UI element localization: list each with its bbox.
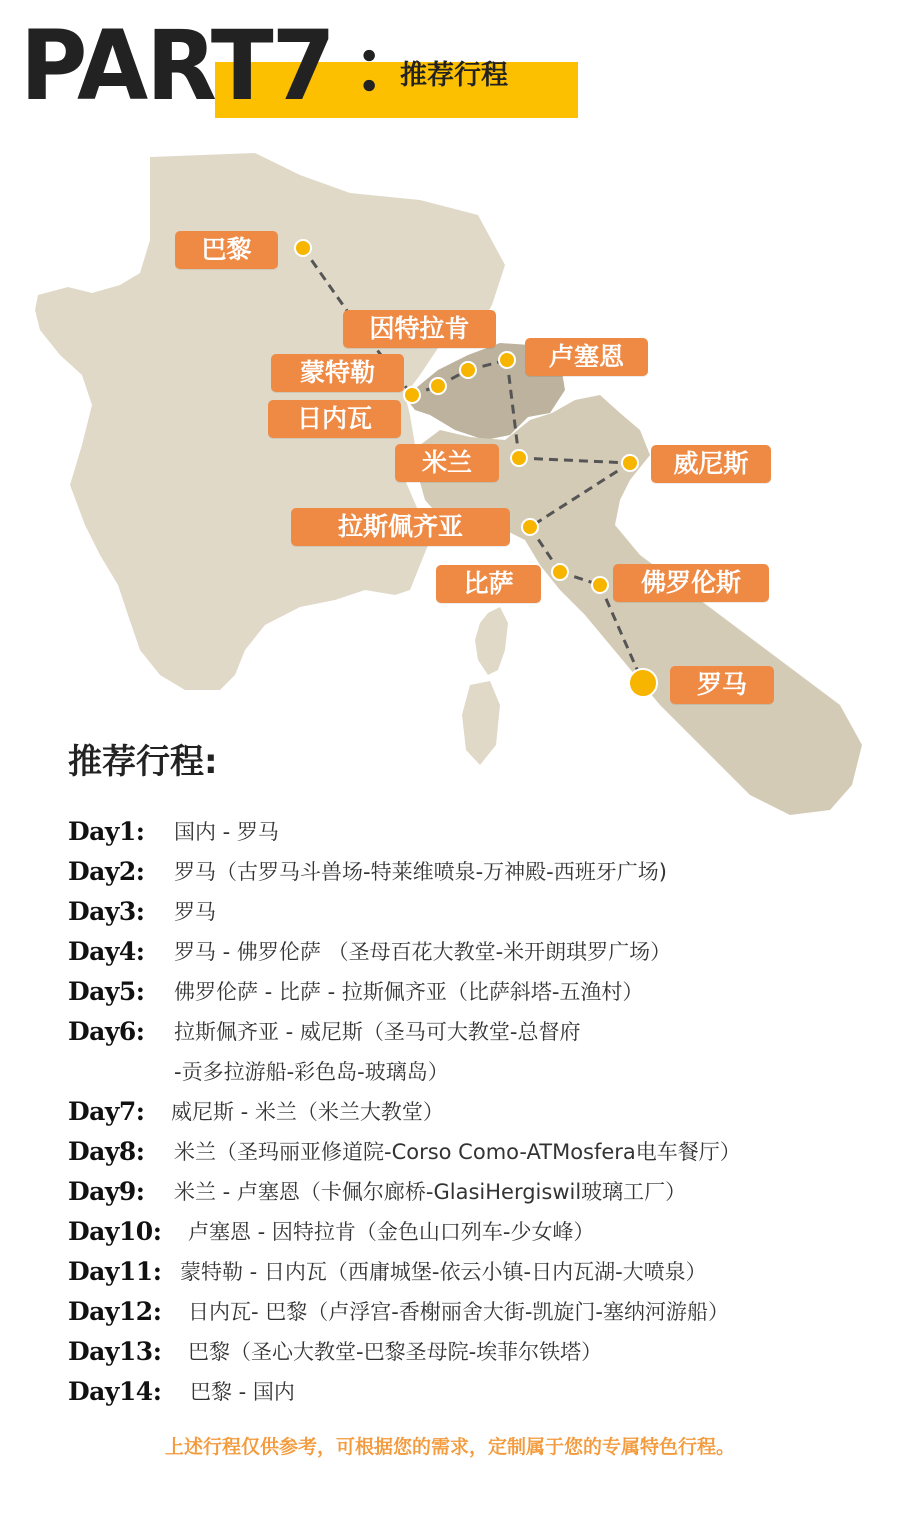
day-text: 罗马 — [174, 900, 216, 924]
day-label: Day9: — [68, 1177, 145, 1206]
dot-interlaken — [460, 362, 476, 378]
city-label-laspezia: 拉斯佩齐亚 — [291, 508, 510, 546]
day-label: Day8: — [68, 1137, 145, 1166]
city-label-rome: 罗马 — [670, 666, 774, 704]
itinerary-list — [68, 812, 888, 1412]
dot-lucerne — [499, 352, 515, 368]
day-text: 威尼斯 - 米兰（米兰大教堂） — [171, 1100, 444, 1124]
header-subtitle: 推荐行程 — [400, 60, 508, 91]
city-label-florence: 佛罗伦斯 — [613, 564, 769, 602]
itinerary-day — [68, 1372, 888, 1412]
day-label: Day14: — [68, 1377, 162, 1406]
day-label: Day4: — [68, 937, 145, 966]
city-label-interlaken: 因特拉肯 — [343, 310, 496, 348]
day-label: Day10: — [68, 1217, 162, 1246]
dot-florence — [592, 577, 608, 593]
header-colon: ： — [352, 24, 426, 110]
itinerary-day — [68, 1172, 888, 1212]
day-label: Day6: — [68, 1017, 145, 1046]
day-text: 国内 - 罗马 — [174, 820, 279, 844]
day-label: Day2: — [68, 857, 145, 886]
route-map — [0, 145, 900, 820]
city-label-lucerne: 卢塞恩 — [525, 338, 648, 376]
itinerary-day — [68, 1012, 888, 1092]
part-label: PART7 — [20, 9, 334, 122]
city-label-geneva: 日内瓦 — [268, 400, 401, 438]
city-label-pisa: 比萨 — [436, 565, 541, 603]
itinerary-day — [68, 1132, 888, 1172]
day-text-continued: -贡多拉游船-彩色岛-玻璃岛） — [174, 1060, 449, 1084]
itinerary-day — [68, 1292, 888, 1332]
day-label: Day1: — [68, 817, 145, 846]
page-header — [0, 0, 900, 140]
day-label: Day7: — [68, 1097, 145, 1126]
itinerary-day — [68, 892, 888, 932]
day-label: Day13: — [68, 1337, 162, 1366]
itinerary-day — [68, 1332, 888, 1372]
day-label: Day12: — [68, 1297, 162, 1326]
city-label-milan: 米兰 — [395, 444, 499, 482]
day-text: 日内瓦- 巴黎（卢浮宫-香榭丽舍大街-凯旋门-塞纳河游船） — [188, 1300, 729, 1324]
dot-paris — [295, 240, 311, 256]
itinerary-day — [68, 1092, 888, 1132]
day-label: Day5: — [68, 977, 145, 1006]
city-label-venice: 威尼斯 — [651, 445, 771, 483]
day-text: 巴黎（圣心大教堂-巴黎圣母院-埃菲尔铁塔） — [188, 1340, 603, 1364]
footer-note: 上述行程仅供参考，可根据您的需求，定制属于您的专属特色行程。 — [164, 1436, 735, 1458]
day-label: Day3: — [68, 897, 145, 926]
city-label-paris: 巴黎 — [175, 231, 278, 269]
itinerary-day — [68, 1252, 888, 1292]
itinerary-title: 推荐行程: — [68, 742, 218, 782]
day-text: 佛罗伦萨 - 比萨 - 拉斯佩齐亚（比萨斜塔-五渔村） — [174, 980, 644, 1004]
day-label: Day11: — [68, 1257, 162, 1286]
sardinia-island — [462, 681, 500, 765]
dot-geneva — [404, 387, 420, 403]
day-text: 米兰 - 卢塞恩（卡佩尔廊桥-GlasiHergiswil玻璃工厂） — [174, 1180, 687, 1204]
city-label-montreux: 蒙特勒 — [271, 354, 404, 392]
day-text: 拉斯佩齐亚 - 威尼斯（圣马可大教堂-总督府 — [174, 1020, 581, 1044]
day-text: 罗马（古罗马斗兽场-特莱维喷泉-万神殿-西班牙广场) — [174, 860, 667, 884]
dot-milan — [511, 450, 527, 466]
dot-laspezia — [522, 519, 538, 535]
day-text: 蒙特勒 - 日内瓦（西庸城堡-依云小镇-日内瓦湖-大喷泉） — [180, 1260, 707, 1284]
dot-venice — [622, 455, 638, 471]
itinerary-day — [68, 972, 888, 1012]
dot-rome — [629, 669, 657, 697]
itinerary-day — [68, 932, 888, 972]
itinerary-day — [68, 812, 888, 852]
dot-montreux — [430, 378, 446, 394]
corsica-island — [475, 607, 508, 675]
itinerary-day — [68, 852, 888, 892]
day-text: 卢塞恩 - 因特拉肯（金色山口列车-少女峰） — [188, 1220, 595, 1244]
itinerary-day — [68, 1212, 888, 1252]
day-text: 米兰（圣玛丽亚修道院-Corso Como-ATMosfera电车餐厅） — [174, 1140, 741, 1164]
dot-pisa — [552, 564, 568, 580]
day-text: 巴黎 - 国内 — [190, 1380, 295, 1404]
day-text: 罗马 - 佛罗伦萨 （圣母百花大教堂-米开朗琪罗广场） — [174, 940, 672, 964]
